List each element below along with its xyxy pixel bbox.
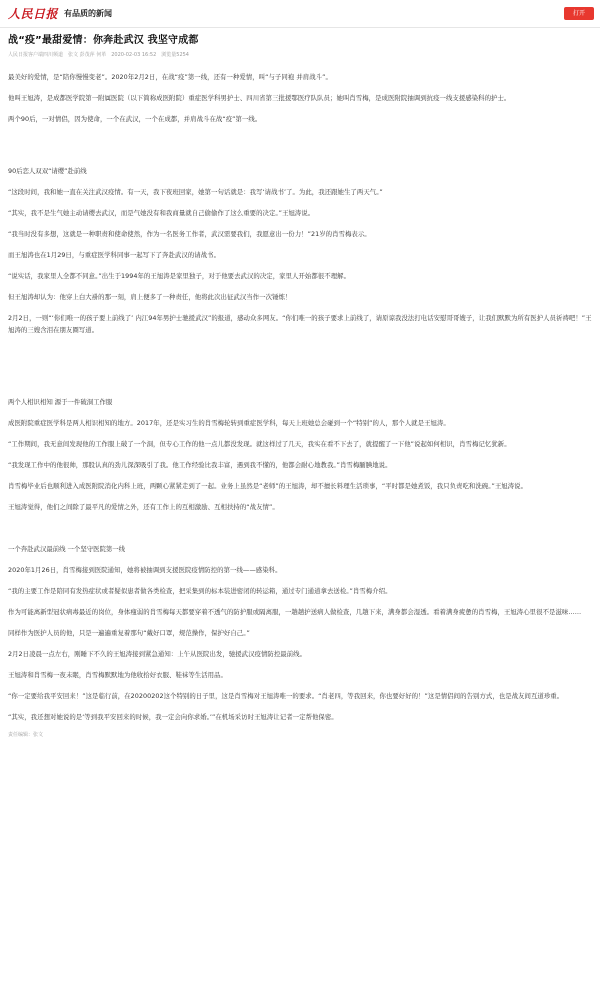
paragraph: 2月2日，一则“‘你们唯一的孩子要上前线了’ 内江94年男护士驰援武汉”的报道，感动众多网友。“你们唯一的孩子要求上前线了，请原谅我没法打电话安慰哥哥嫂子，让我们默默为所有医护人员祈祷吧！”王旭涛的三嫂含泪在朋友圈写道。 — [8, 314, 592, 334]
paragraph: “这段时间，我和她一直在关注武汉疫情。有一天，我下夜班回家，她第一句话就是：我写‘请战书’了。为此，我还跟她生了两天气。” — [8, 188, 383, 196]
paragraph: “我当时没有多想，这就是一种职责和使命使然，作为一名医务工作者，武汉需要我们，我愿意出一份力！”21岁的肖雪梅表示。 — [8, 230, 371, 238]
meta-authors: 张文 彭茂萍 何革 — [68, 52, 107, 58]
paragraph: 成医附院重症医学科是两人相识相知的地方。2017年，还是实习生的肖雪梅轮转到重症医学科，每天上班她总会碰到一个“特别”的人，那个人就是王旭涛。 — [8, 419, 450, 427]
meta-source: 人民日报客户端四川频道 — [8, 52, 64, 58]
paragraph: “我发现工作中的他很帅，那股认真的劲儿深深吸引了我。他工作经验比我丰富，遇到我不懂的，他都会耐心地教我。”肖雪梅腼腆地说。 — [8, 461, 392, 469]
paragraph: 但王旭涛却认为：他穿上白大褂的那一刻，肩上便多了一种责任，他将此次出征武汉当作一次锤炼！ — [8, 293, 292, 301]
paragraph: “工作期间，我无意间发现他的工作服上破了一个洞，但专心工作的他一点儿都没发现。就这样过了几天，我实在看不下去了，就提醒了一下他”说起如何相识，肖雪梅记忆犹新。 — [8, 440, 511, 448]
article-title: 战“疫”最甜爱情：你奔赴武汉 我坚守成都 — [8, 35, 199, 46]
paragraph: 作为可能离新型冠状病毒最近的岗位，身体瘦弱的肖雪梅每天都要穿着不透气的防护服或隔离服，一趟趟护送病人做检查，几趟下来，满身都会湿透。看着满身疲惫的肖雪梅，王旭涛心里很不是滋味…… — [8, 608, 582, 616]
section-heading: 一个奔赴武汉最前线 一个坚守医院第一线 — [8, 545, 126, 553]
paragraph: 王旭涛和肖雪梅一夜未眠，肖雪梅默默地为他收拾好衣服、鞋袜等生活用品。 — [8, 671, 227, 679]
section-heading: 两个人相识相知 源于一件破洞工作服 — [8, 398, 113, 406]
paragraph: “我的主要工作是陪同有发热症状或者疑似患者做各类检查，把采集到的标本装进密闭的转运箱，通过专门通道拿去送检。”肖雪梅介绍。 — [8, 587, 392, 595]
app-logo[interactable]: 人民日报 — [8, 7, 59, 21]
paragraph: 同样作为医护人员的他，只是一遍遍重复着那句“戴好口罩，规范操作，保护好自己。” — [8, 629, 250, 637]
paragraph: 两个90后，一对情侣，因为使命，一个在武汉，一个在成都，并肩战斗在战“疫”第一线。 — [8, 115, 262, 123]
paragraph: “你一定要给我平安回来！”这是临行前，在20200202这个特别的日子里，这是肖雪梅对王旭涛唯一的要求。“肖老四，等我回来，你也要好好的！”这是情侣间的告别方式，也是战友间互道珍重。 — [8, 692, 564, 700]
paragraph: 2020年1月26日，肖雪梅接到医院通知，她将被抽调到支援医院疫情防控的第一线——感染科。 — [8, 566, 282, 574]
article — [0, 34, 600, 739]
paragraph: 他叫王旭涛，是成都医学院第一附属医院（以下简称成医附院）重症医学科男护士、四川省第三批援鄂医疗队队员；她叫肖雪梅，是成医附院抽调到抗疫一线支援感染科的护士。 — [8, 94, 511, 102]
section-heading: 90后恋人双双“请缨”赴前线 — [8, 167, 87, 175]
paragraph: 王旭涛觉得，他们之间除了最平凡的爱情之外，还有工作上的互相激励、互相扶持的“战友情”。 — [8, 503, 279, 511]
slogan: 有品质的新闻 — [64, 9, 113, 18]
paragraph: “说实话，我家里人全都不同意。”出生于1994年的王旭涛是家里独子，对于他要去武汉的决定，家里人开始都很不理解。 — [8, 272, 351, 280]
paragraph: “其实，我还想对她说的是‘等到我平安回来的时候，我一定会向你求婚。’”在机场采访时王旭涛让记者一定帮他保密。 — [8, 713, 338, 721]
paragraph: 而王旭涛也在1月29日，与重症医学科同事一起写下了奔赴武汉的请战书。 — [8, 251, 221, 259]
paragraph: “其实，我不是生气她主动请缨去武汉，而是气她没有和我商量就自己偷偷作了这么重要的决定。”王旭涛说。 — [8, 209, 315, 217]
paragraph: 2月2日凌晨一点左右，刚睡下不久的王旭涛接到紧急通知：上午从医院出发，驰援武汉疫情防控最前线。 — [8, 650, 307, 658]
paragraph: 肖雪梅毕业后也顺利进入成医附院消化内科上班，两颗心紧紧走到了一起。业务上虽然是“老师”的王旭涛，却不擅长料理生活琐事，“平时都是她煮饭，我只负责吃和洗碗。”王旭涛说。 — [8, 482, 528, 490]
top-bar — [0, 0, 600, 28]
meta-views: 浏览量5254 — [161, 52, 189, 58]
open-app-button[interactable]: 打开 — [564, 7, 594, 20]
responsible-editor: 责任编辑：张文 — [8, 732, 44, 738]
article-meta — [8, 51, 592, 59]
paragraph: 最美好的爱情，是“陪你慢慢变老”。2020年2月2日，在战“疫”第一线，还有一种爱情，叫“与子同袍 并肩战斗”。 — [8, 73, 332, 81]
meta-datetime: 2020-02-03 16:52 — [111, 52, 157, 58]
